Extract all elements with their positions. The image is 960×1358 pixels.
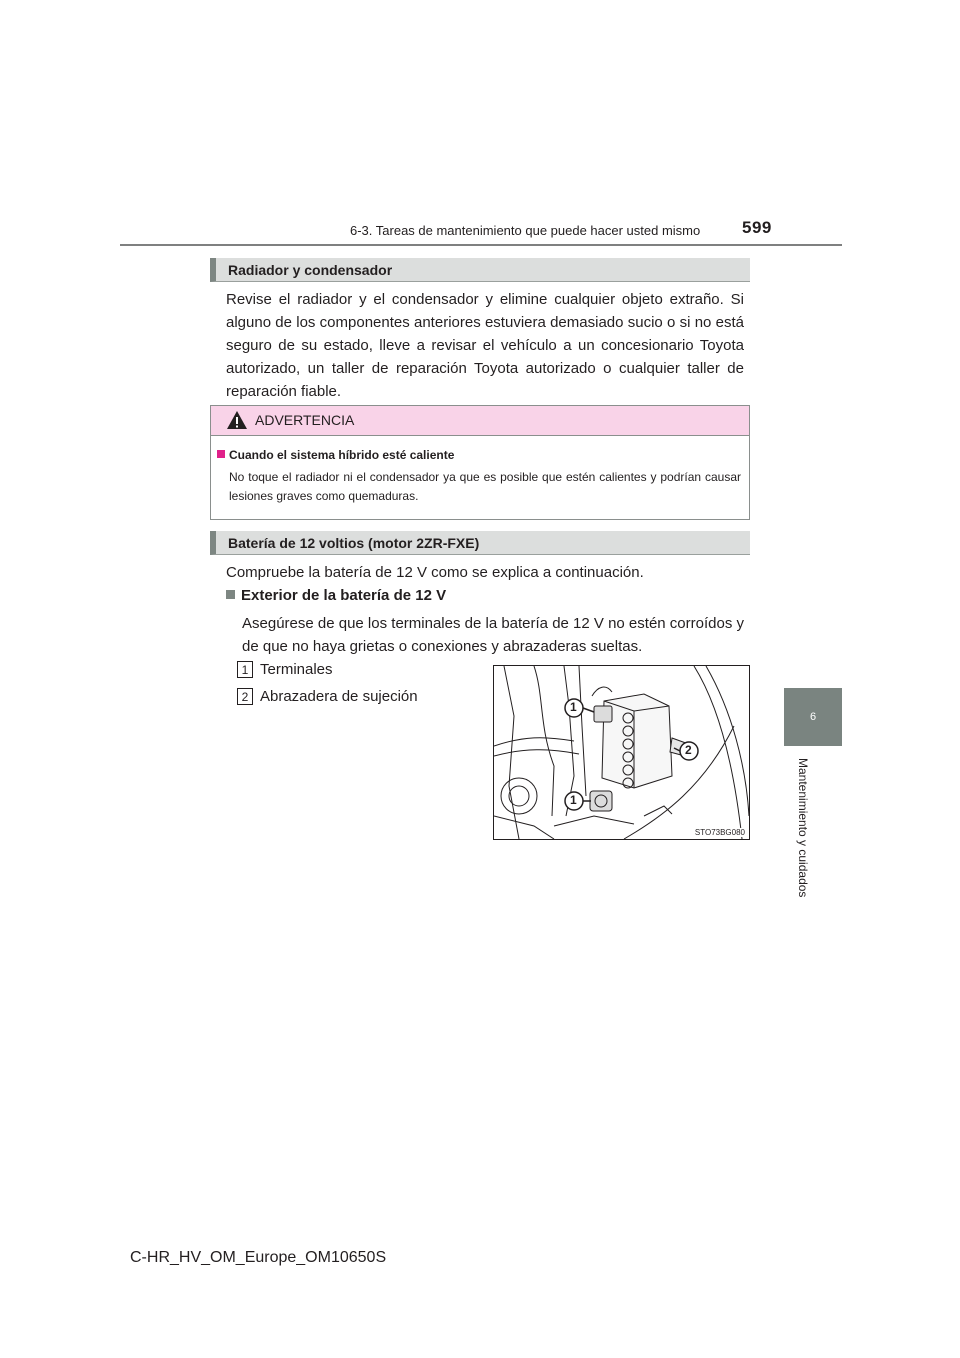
- battery-illustration: [493, 665, 750, 840]
- warning-subtitle-text: Cuando el sistema híbrido esté caliente: [229, 448, 455, 462]
- chapter-title: 6-3. Tareas de mantenimiento que puede hacer usted mismo: [350, 223, 701, 238]
- chapter-tab-number: 6: [809, 711, 817, 723]
- section-heading-text: Batería de 12 voltios (motor 2ZR-FXE): [228, 535, 480, 551]
- page-number: 599: [742, 218, 772, 237]
- callout-number: 2: [685, 743, 692, 757]
- chapter-tab-label: Mantenimiento y cuidados: [796, 758, 810, 898]
- section-heading-battery: [210, 531, 750, 555]
- chapter-tab: [784, 688, 842, 746]
- battery-intro: Compruebe la batería de 12 V como se explica a continuación.: [226, 564, 644, 581]
- battery-paragraph: Asegúrese de que los terminales de la batería de 12 V no estén corroídos y de que no haya grietas o conexiones y abrazaderas sueltas.: [242, 615, 744, 655]
- engine-bay-drawing: [494, 666, 749, 839]
- pink-square-icon: [217, 450, 225, 458]
- callout-number: 1: [570, 700, 577, 714]
- warning-box: [210, 405, 750, 520]
- callout-number: 1: [570, 793, 577, 807]
- warning-subtitle: [217, 448, 454, 462]
- document-id: C-HR_HV_OM_Europe_OM10650S: [130, 1249, 387, 1266]
- chapter-tab-label-wrap: [796, 758, 816, 908]
- warning-triangle-icon: [226, 410, 248, 430]
- warning-body: No toque el radiador ni el condensador ya que es posible que estén calientes y podrían causar lesiones graves como quemaduras.: [229, 470, 741, 503]
- section-heading-radiator: [210, 258, 750, 282]
- header-divider: [120, 244, 842, 246]
- legend-label-clamp: Abrazadera de sujeción: [260, 688, 418, 705]
- legend-number-badge: 1: [237, 661, 253, 678]
- warning-header: [211, 406, 749, 436]
- legend-number-badge: 2: [237, 688, 253, 705]
- battery-subheading-text: Exterior de la batería de 12 V: [241, 587, 447, 604]
- section-heading-text: Radiador y condensador: [228, 262, 393, 278]
- radiator-paragraph: Revise el radiador y el condensador y elimine cualquier objeto extraño. Si alguno de los componentes anteriores estuviera demasiado sucio o si no está seguro de su estado, lleve a revisar el vehículo a un concesionario Toyota autorizado, un taller de reparación Toyota autorizado o cualquier taller de reparación fiable.: [226, 291, 744, 400]
- warning-title: ADVERTENCIA: [255, 412, 355, 428]
- legend-label-terminals: Terminales: [260, 661, 333, 678]
- figure-code: STO73BG080: [694, 828, 745, 837]
- gray-square-icon: [226, 590, 235, 599]
- battery-subheading: [226, 587, 446, 604]
